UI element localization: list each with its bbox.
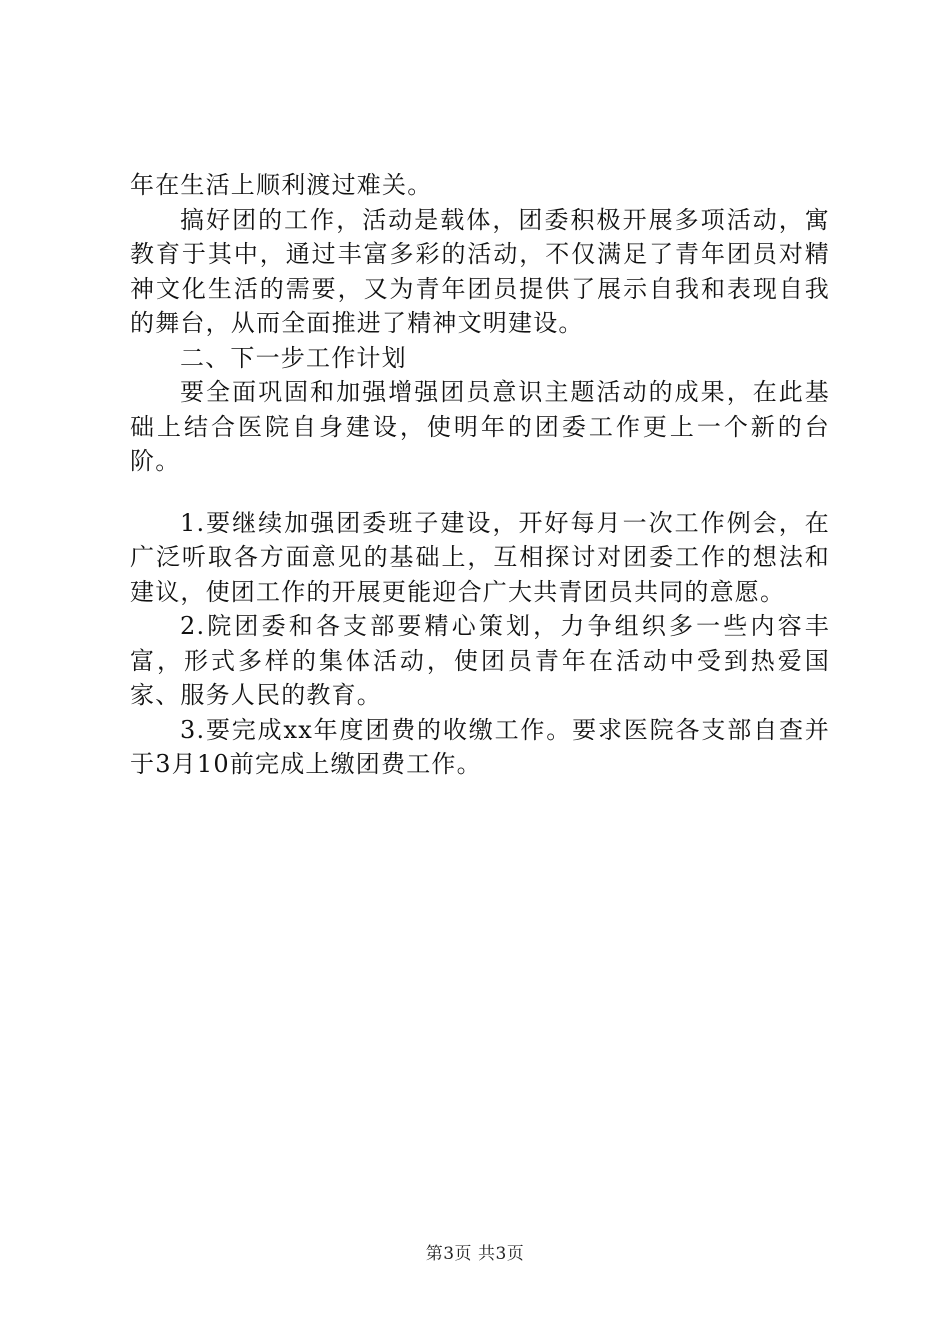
paragraph-spacer <box>130 479 830 506</box>
page-footer <box>0 1242 950 1266</box>
list-item-1: 1.要继续加强团委班子建设，开好每月一次工作例会，在广泛听取各方面意见的基础上，互相探讨对团委工作的想法和建议，使团工作的开展更能迎合广大共青团员共同的意愿。 <box>130 508 830 606</box>
list-item-3: 3.要完成xx年度团费的收缴工作。要求医院各支部自查并于3月10前完成上缴团费工作。 <box>130 715 830 778</box>
list-item-2: 2.院团委和各支部要精心策划，力争组织多一些内容丰富，形式多样的集体活动，使团员青年在活动中受到热爱国家、服务人民的教育。 <box>130 612 830 709</box>
paragraph-continuation: 年在生活上顺利渡过难关。 <box>130 171 433 199</box>
section-heading-next-plan: 二、下一步工作计划 <box>180 343 407 372</box>
page-number-label: 第3页 共3页 <box>425 1244 525 1264</box>
document-body <box>130 168 830 782</box>
paragraph-plan-intro: 要全面巩固和加强增强团员意识主题活动的成果，在此基础上结合医院自身建设，使明年的团委工作更上一个新的台阶。 <box>130 378 830 475</box>
paragraph-activities: 搞好团的工作，活动是载体，团委积极开展多项活动，寓教育于其中，通过丰富多彩的活动，不仅满足了青年团员对精神文化生活的需要，又为青年团员提供了展示自我和表现自我的舞台，从而全面推进了精神文明建设。 <box>130 205 830 337</box>
